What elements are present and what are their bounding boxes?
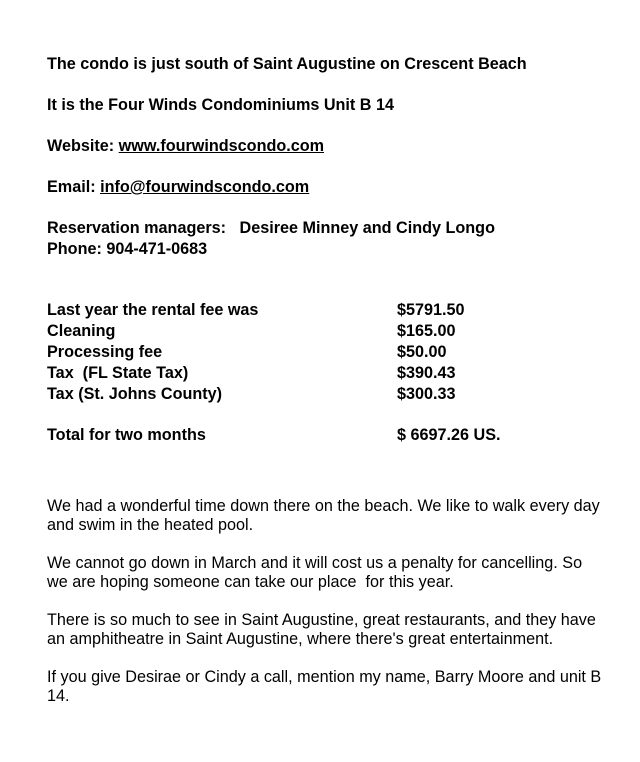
fee-row (47, 363, 607, 384)
fee-label: Processing fee (47, 343, 163, 361)
email-label: Email: (47, 178, 101, 196)
paragraph-cancel: We cannot go down in March and it will cost us a penalty for cancelling. So we are hoping someone can take our place for this year. (47, 554, 587, 591)
phone-line: Phone: 904-471-0683 (47, 240, 208, 258)
fee-amount: $300.33 (397, 385, 456, 403)
fee-label: Last year the rental fee was (47, 301, 259, 319)
fee-label: Cleaning (47, 322, 116, 340)
fee-amount: $390.43 (397, 364, 456, 382)
fee-label: Tax (St. Johns County) (47, 385, 223, 403)
email-link[interactable]: info@fourwindscondo.com (100, 178, 310, 196)
website-line (47, 136, 607, 157)
paragraph-contact: If you give Desirae or Cindy a call, mention my name, Barry Moore and unit B 14. (47, 668, 602, 705)
fee-total-label: Total for two months (47, 426, 206, 444)
paragraph-beach: We had a wonderful time down there on the beach. We like to walk every day and swim in the heated pool. (47, 497, 600, 534)
unit-line: It is the Four Winds Condominiums Unit B 14 (47, 96, 394, 114)
website-label: Website: (47, 137, 119, 155)
fee-amount: $5791.50 (397, 301, 465, 319)
location-line: The condo is just south of Saint Augustine on Crescent Beach (47, 55, 527, 73)
fee-amount: $165.00 (397, 322, 456, 340)
fee-total-row (47, 425, 607, 446)
fee-total-amount: $ 6697.26 US. (397, 426, 501, 444)
fee-table (47, 300, 607, 446)
fee-row (47, 321, 607, 342)
document-body (47, 54, 607, 706)
managers-line: Reservation managers: Desiree Minney and Cindy Longo (47, 219, 495, 237)
website-link[interactable]: www.fourwindscondo.com (118, 137, 325, 155)
fee-row (47, 300, 607, 321)
paragraph-attractions: There is so much to see in Saint Augustine, great restaurants, and they have an amphitheatre in Saint Augustine, where there's great entertainment. (47, 611, 596, 648)
fee-amount: $50.00 (397, 343, 447, 361)
email-line (47, 177, 607, 198)
fee-row (47, 384, 607, 405)
fee-row (47, 342, 607, 363)
fee-label: Tax (FL State Tax) (47, 364, 189, 382)
